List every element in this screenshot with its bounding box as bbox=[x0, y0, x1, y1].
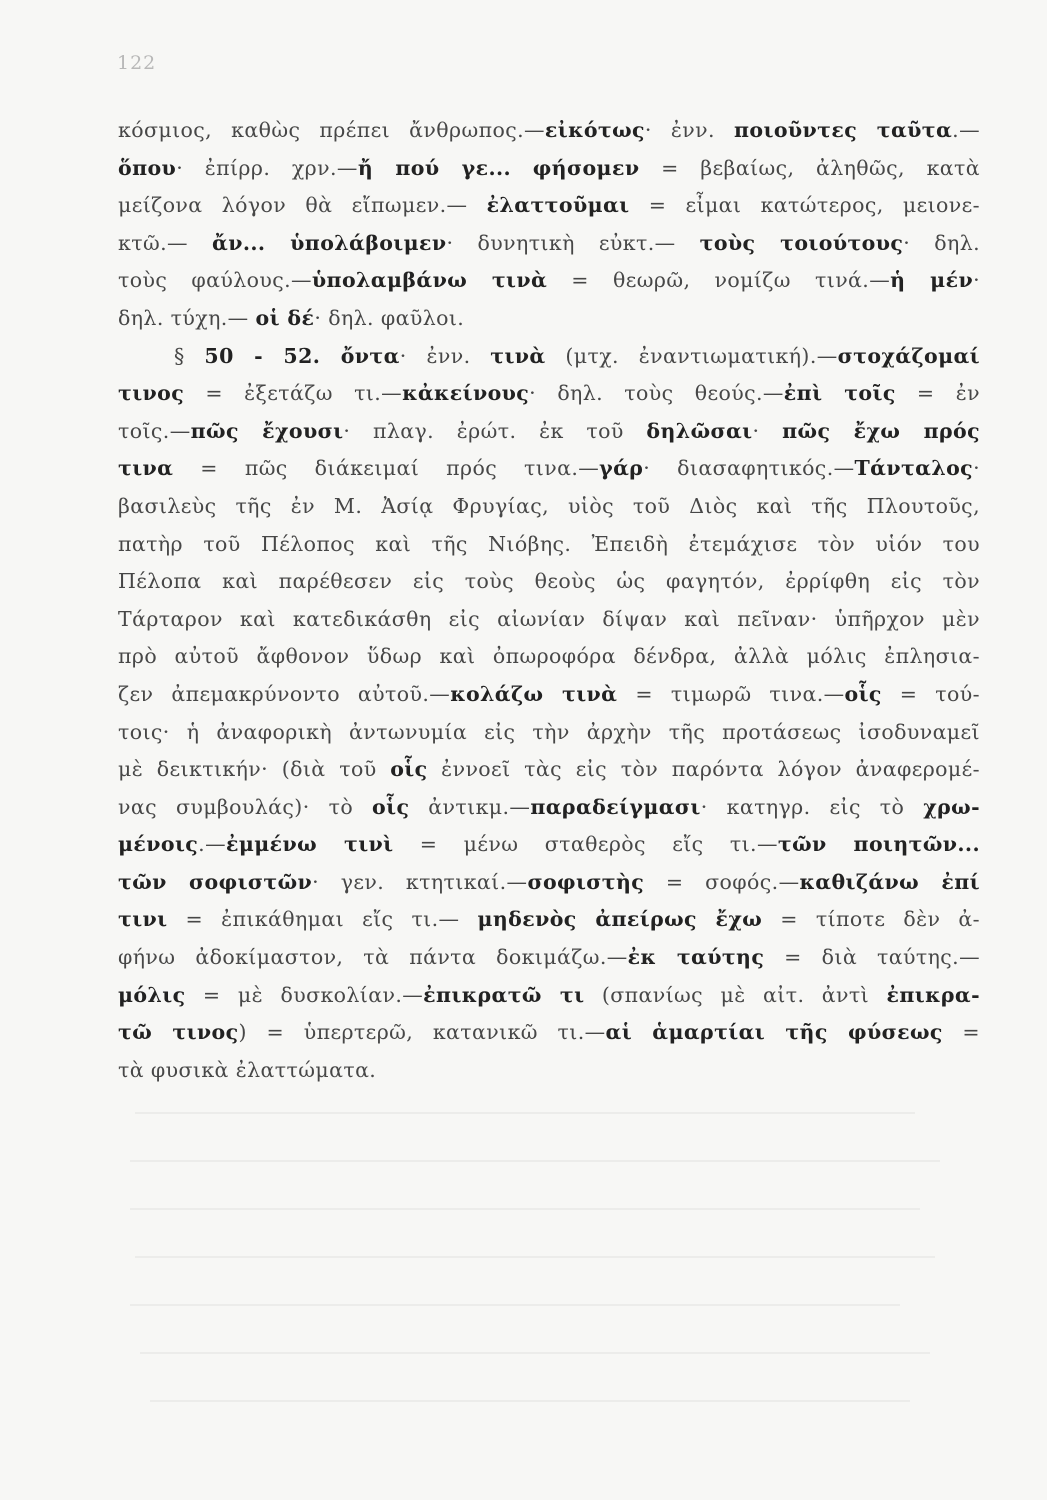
text-line bbox=[118, 789, 980, 827]
lemma-term: οἷς bbox=[844, 681, 882, 706]
gloss-text: βασιλεὺς τῆς ἐν Μ. Ἀσίᾳ Φρυγίας, υἱὸς τοῦ Διὸς καὶ τῆς Πλουτοῦς, bbox=[118, 493, 980, 518]
gloss-text: δηλ. τύχη.— bbox=[118, 305, 256, 330]
lemma-term: ἐλαττοῦμαι bbox=[486, 193, 630, 218]
gloss-text: = τιμωρῶ τινα.— bbox=[617, 681, 845, 706]
text-line bbox=[118, 526, 980, 564]
gloss-text: κτῶ.— bbox=[118, 230, 213, 255]
text-line bbox=[118, 638, 980, 676]
gloss-text: = bbox=[942, 1020, 980, 1045]
lemma-term: ἐμμένω τινὶ bbox=[226, 832, 394, 857]
gloss-text: τοις· ἡ ἀναφορικὴ ἀντωνυμία εἰς τὴν ἀρχὴν τῆς προτάσεως ἰσοδυναμεῖ bbox=[118, 719, 980, 744]
gloss-text: · κατηγρ. εἰς τὸ bbox=[700, 794, 924, 819]
text-line bbox=[118, 413, 980, 451]
lemma-term: φήσομεν bbox=[532, 155, 640, 180]
lemma-term: γάρ bbox=[599, 456, 644, 481]
lemma-term: τινὰ bbox=[490, 343, 546, 368]
gloss-text: ἀντικμ.— bbox=[409, 794, 531, 819]
gloss-text: · δηλ. bbox=[903, 230, 980, 255]
gloss-text: = ἐπικάθημαι εἴς τι.— bbox=[167, 907, 478, 932]
text-line bbox=[118, 826, 980, 864]
lemma-term: ἐπικρατῶ τι bbox=[423, 982, 585, 1007]
gloss-text: · γεν. κτητικαί.— bbox=[312, 869, 528, 894]
text-line bbox=[118, 112, 980, 150]
gloss-text: ἐννοεῖ τὰς εἰς τὸν παρόντα λόγον ἀναφερομέ- bbox=[427, 757, 980, 782]
gloss-text: τὰ φυσικὰ ἐλαττώματα. bbox=[118, 1057, 377, 1082]
lemma-term: μηδενὸς ἀπείρως ἔχω bbox=[477, 907, 763, 932]
lemma-term: πῶς ἔχω πρός bbox=[782, 418, 980, 443]
text-line bbox=[118, 864, 980, 902]
lemma-term: μένοις bbox=[118, 832, 199, 857]
lemma-term: ἄν... ὑπολάβοιμεν bbox=[212, 230, 447, 255]
lemma-term: τινι bbox=[118, 907, 168, 932]
lemma-term: τινος bbox=[118, 381, 185, 406]
gloss-text: πρὸ αὐτοῦ ἄφθονον ὕδωρ καὶ ὀπωροφόρα δένδρα, ἀλλὰ μόλις ἐπλησια- bbox=[118, 644, 980, 669]
gloss-text: · ἐνν. bbox=[399, 343, 491, 368]
text-line bbox=[118, 977, 980, 1015]
lemma-term: ἐπικρα- bbox=[886, 982, 980, 1007]
lemma-term: ὅπου bbox=[118, 155, 177, 180]
lemma-term: τοὺς τοιούτους bbox=[699, 230, 904, 255]
gloss-text: = ἐν bbox=[895, 381, 980, 406]
lemma-term: τῶν σοφιστῶν bbox=[118, 869, 313, 894]
text-line bbox=[118, 262, 980, 300]
lemma-term: τῶν ποιητῶν... bbox=[777, 832, 980, 857]
lemma-term: 50 - 52. ὄντα bbox=[204, 343, 400, 368]
text-line bbox=[118, 225, 980, 263]
commentary-text bbox=[118, 112, 980, 1089]
gloss-text: ζεν ἀπεμακρύνοντο αὐτοῦ.— bbox=[118, 681, 451, 706]
lemma-term: ἤ πού γε... bbox=[357, 155, 512, 180]
text-line bbox=[118, 1052, 980, 1090]
lemma-term: κολάζω τινὰ bbox=[450, 681, 618, 706]
gloss-text: · ἐπίρρ. χρν.— bbox=[176, 155, 358, 180]
lemma-term: οἷς bbox=[372, 794, 410, 819]
gloss-text: Πέλοπα καὶ παρέθεσεν εἰς τοὺς θεοὺς ὡς φαγητόν, ἐρρίφθη εἰς τὸν bbox=[118, 569, 980, 594]
lemma-term: τινα bbox=[118, 456, 174, 481]
gloss-text: · bbox=[752, 418, 783, 443]
gloss-text: = βεβαίως, ἀληθῶς, κατὰ bbox=[639, 155, 980, 180]
text-line bbox=[118, 939, 980, 977]
lemma-term: ἡ μέν bbox=[890, 268, 974, 293]
text-line bbox=[118, 150, 980, 188]
lemma-term: ἐκ ταύτης bbox=[627, 945, 765, 970]
gloss-text: μὲ δεικτικήν· (διὰ τοῦ bbox=[118, 757, 391, 782]
gloss-text: = τού- bbox=[881, 681, 980, 706]
gloss-text: νας συμβουλάς)· τὸ bbox=[118, 794, 373, 819]
lemma-term: ὑπολαμβάνω τινὰ bbox=[311, 268, 548, 293]
lemma-term: καθιζάνω ἐπί bbox=[799, 869, 980, 894]
gloss-text: · δηλ. τοὺς θεούς.— bbox=[529, 381, 784, 406]
gloss-text: = σοφός.— bbox=[644, 869, 800, 894]
text-line bbox=[118, 563, 980, 601]
gloss-text: · διασαφητικός.— bbox=[643, 456, 855, 481]
text-line bbox=[118, 187, 980, 225]
gloss-text: τοὺς φαύλους.— bbox=[118, 268, 312, 293]
gloss-text: · δηλ. φαῦλοι. bbox=[314, 305, 465, 330]
gloss-text: .— bbox=[198, 832, 226, 857]
lemma-term: πῶς ἔχουσι bbox=[190, 418, 344, 443]
gloss-text: (μτχ. ἐναντιωματική).— bbox=[545, 343, 838, 368]
gloss-text: = μὲ δυσκολίαν.— bbox=[185, 982, 424, 1007]
gloss-text: = θεωρῶ, νομίζω τινά.— bbox=[547, 268, 891, 293]
lemma-term: Τάνταλος bbox=[854, 456, 974, 481]
lemma-term: κἀκείνους bbox=[402, 381, 530, 406]
text-line bbox=[118, 601, 980, 639]
lemma-term: τῶ τινος bbox=[118, 1020, 239, 1045]
lemma-term: ἐπὶ τοῖς bbox=[783, 381, 896, 406]
gloss-text: = διὰ ταύτης.— bbox=[764, 945, 980, 970]
lemma-term: χρω- bbox=[923, 794, 980, 819]
lemma-term: οἱ δέ bbox=[255, 305, 315, 330]
text-line bbox=[118, 338, 980, 376]
lemma-term: δηλῶσαι bbox=[646, 418, 753, 443]
text-line bbox=[118, 901, 980, 939]
gloss-text: = εἶμαι κατώτερος, μειονε- bbox=[629, 193, 980, 218]
gloss-text: (σπανίως μὲ αἰτ. ἀντὶ bbox=[584, 982, 887, 1007]
lemma-term: σοφιστὴς bbox=[527, 869, 645, 894]
gloss-text: · bbox=[973, 268, 980, 293]
gloss-text: = πῶς διάκειμαί πρός τινα.— bbox=[173, 456, 600, 481]
text-line bbox=[118, 676, 980, 714]
lemma-term: ποιοῦντες ταῦτα bbox=[734, 118, 953, 142]
lemma-term: μόλις bbox=[118, 982, 186, 1007]
gloss-text: ) = ὑπερτερῶ, κατανικῶ τι.— bbox=[238, 1020, 606, 1045]
text-line bbox=[118, 1014, 980, 1052]
gloss-text: · πλαγ. ἐρώτ. ἐκ τοῦ bbox=[343, 418, 647, 443]
text-line bbox=[118, 300, 980, 338]
lemma-term: οἷς bbox=[390, 757, 428, 782]
gloss-text: μείζονα λόγον θὰ εἴπωμεν.— bbox=[118, 193, 487, 218]
lemma-term: παραδείγμασι bbox=[530, 794, 701, 819]
gloss-text: πατὴρ τοῦ Πέλοπος καὶ τῆς Νιόβης. Ἐπειδὴ ἐτεμάχισε τὸν υἱόν του bbox=[118, 531, 980, 556]
gloss-text: · bbox=[973, 456, 980, 481]
lemma-term: αἱ ἁμαρτίαι τῆς φύσεως bbox=[605, 1020, 943, 1045]
gloss-text: τοῖς.— bbox=[118, 418, 191, 443]
gloss-text: · δυνητικὴ εὐκτ.— bbox=[446, 230, 700, 255]
gloss-text: · ἐνν. bbox=[644, 118, 735, 142]
gloss-text: .— bbox=[952, 118, 980, 142]
text-line bbox=[118, 714, 980, 752]
lemma-term: εἰκότως bbox=[544, 118, 645, 142]
gloss-text bbox=[511, 156, 533, 180]
text-line bbox=[118, 450, 980, 488]
gloss-text: = τίποτε δὲν ἀ- bbox=[762, 907, 980, 932]
text-line bbox=[118, 375, 980, 413]
text-line bbox=[118, 488, 980, 526]
text-line bbox=[118, 751, 980, 789]
gloss-text: φήνω ἀδοκίμαστον, τὰ πάντα δοκιμάζω.— bbox=[118, 945, 628, 970]
gloss-text: § bbox=[174, 343, 205, 368]
gloss-text: = ἐξετάζω τι.— bbox=[184, 381, 403, 406]
gloss-text: Τάρταρον καὶ κατεδικάσθη εἰς αἰωνίαν δίψαν καὶ πεῖναν· ὑπῆρχον μὲν bbox=[118, 606, 980, 631]
gloss-text: κόσμιος, καθὼς πρέπει ἄνθρωπος.— bbox=[118, 118, 545, 142]
lemma-term: στοχάζομαί bbox=[837, 343, 980, 368]
gloss-text: = μένω σταθερὸς εἴς τι.— bbox=[393, 832, 778, 857]
page-number: 122 bbox=[117, 52, 157, 74]
